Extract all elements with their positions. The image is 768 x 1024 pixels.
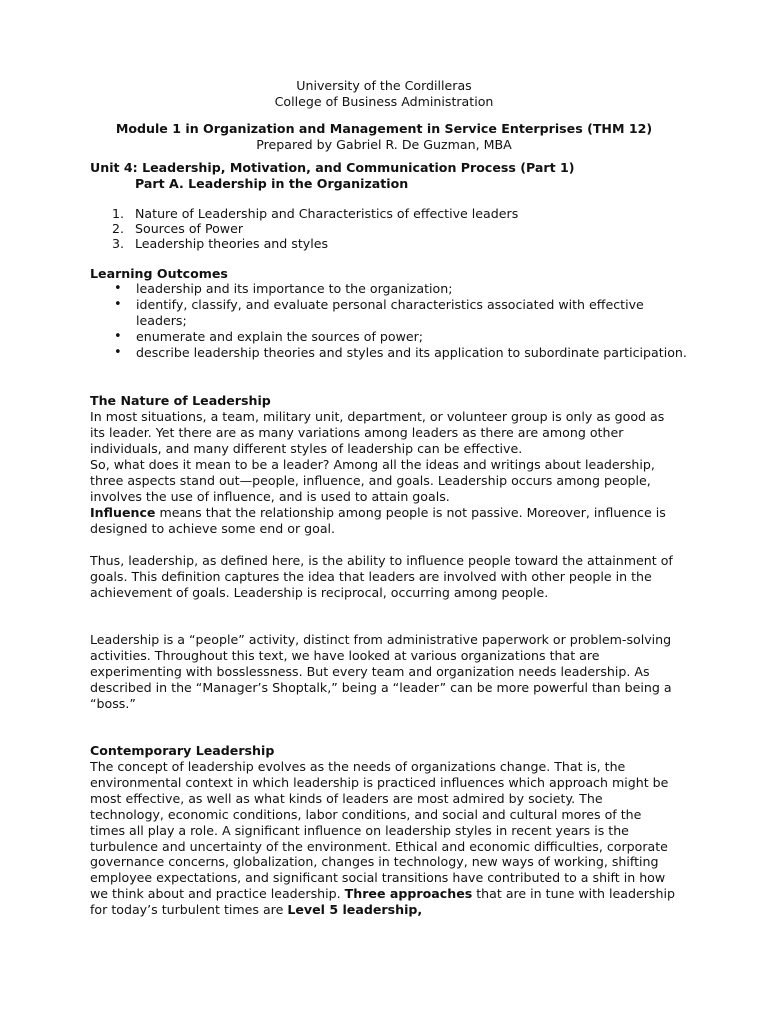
- nature-paragraph-3: [90, 505, 680, 537]
- bullet-icon: •: [114, 281, 122, 296]
- level5-bold: Level 5 leadership,: [287, 902, 423, 918]
- topic-number: 2.: [112, 221, 125, 236]
- outcome-text: enumerate and explain the sources of power;: [136, 328, 424, 344]
- bullet-icon: •: [114, 296, 122, 312]
- topic-text: Sources of Power: [135, 221, 244, 236]
- nature-heading: The Nature of Leadership: [90, 393, 271, 408]
- university-name: University of the Cordilleras: [296, 78, 472, 93]
- module-title: Module 1 in Organization and Management in Service Enterprises (THM 12): [115, 121, 653, 136]
- learning-outcomes-heading: Learning Outcomes: [90, 266, 228, 281]
- outcome-item: [112, 345, 692, 361]
- topic-number: 3.: [112, 236, 125, 251]
- learning-outcomes-list: [112, 281, 692, 361]
- topic-item: [112, 236, 518, 251]
- contemporary-paragraph: [90, 759, 680, 918]
- nature-paragraph-1: In most situations, a team, military unit, department, or volunteer group is only as good as its leader. Yet there are as many variations among leaders as there are among other individuals, and many different styles of leadership can be effective.: [90, 409, 665, 456]
- topic-item: [112, 206, 518, 221]
- three-approaches-bold: Three approaches: [344, 886, 473, 902]
- influence-term: Influence: [90, 505, 156, 520]
- bullet-icon: •: [114, 344, 122, 360]
- topics-list: [112, 206, 518, 251]
- prepared-by: Prepared by Gabriel R. De Guzman, MBA: [256, 137, 512, 152]
- nature-paragraph-5: Leadership is a “people” activity, distinct from administrative paperwork or problem-solving activities. Throughout this text, we have looked at various organizations that are experimenting with bosslessness. But every team and organization needs leadership. As described in the “Manager’s Shoptalk,” being a “leader” can be more powerful than being a “boss.”: [90, 632, 672, 711]
- outcome-text: leadership and its importance to the organization;: [136, 281, 453, 296]
- contemporary-text: The concept of leadership evolves as the needs of organizations change. That is, the environmental context in which leadership is practiced influences which approach might be most effective, as well as what kinds of leaders are most admired by society. The technology, economic conditions, labor conditions, and social and cultural mores of the times all play a role. A significant influence on leadership styles in recent years is the turbulence and uncertainty of the environment. Ethical and economic difficulties, corporate governance concerns, globalization, changes in technology, new ways of working, shifting employee expectations, and significant social transitions have contributed to a shift in how we think about and practice leadership.: [90, 759, 669, 902]
- unit-title: Unit 4: Leadership, Motivation, and Communication Process (Part 1): [90, 160, 575, 175]
- influence-definition: means that the relationship among people is not passive. Moreover, influence is designed to achieve some end or goal.: [90, 505, 666, 536]
- topic-text: Nature of Leadership and Characteristics of effective leaders: [135, 206, 519, 221]
- outcome-item: [112, 281, 692, 297]
- contemporary-text-cont: that are in tune with leadership for today’s turbulent times are: [90, 886, 675, 918]
- topic-text: Leadership theories and styles: [135, 236, 329, 251]
- college-name: College of Business Administration: [274, 94, 494, 109]
- outcome-text: identify, classify, and evaluate personal characteristics associated with effective leaders;: [136, 296, 644, 328]
- outcome-item: [112, 329, 692, 345]
- topic-number: 1.: [112, 206, 125, 221]
- part-title: Part A. Leadership in the Organization: [135, 176, 409, 191]
- outcome-text: describe leadership theories and styles and its application to subordinate participation.: [136, 344, 687, 360]
- contemporary-heading: Contemporary Leadership: [90, 743, 275, 758]
- topic-item: [112, 221, 518, 236]
- bullet-icon: •: [114, 328, 122, 344]
- nature-paragraph-2: So, what does it mean to be a leader? Among all the ideas and writings about leadership, three aspects stand out—people, influence, and goals. Leadership occurs among people, involves the use of influence, and is used to attain goals.: [90, 457, 655, 504]
- outcome-item: [112, 297, 692, 329]
- nature-paragraph-4: Thus, leadership, as defined here, is the ability to influence people toward the attainment of goals. This definition captures the idea that leaders are involved with other people in the achievement of goals. Leadership is reciprocal, occurring among people.: [90, 553, 673, 600]
